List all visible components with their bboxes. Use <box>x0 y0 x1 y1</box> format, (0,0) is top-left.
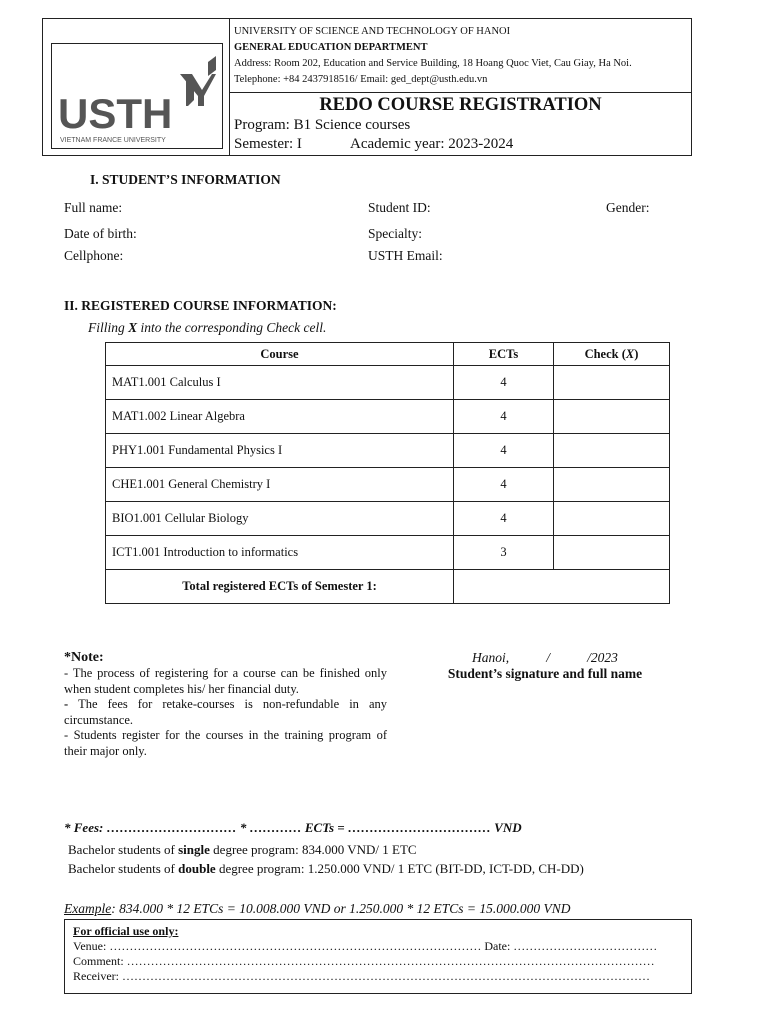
university-name: UNIVERSITY OF SCIENCE AND TECHNOLOGY OF HANOI <box>234 26 511 37</box>
table-header-row <box>106 343 670 366</box>
fill-instruction: Filling X into the corresponding Check cell. <box>88 320 327 335</box>
usth-logo <box>52 44 222 148</box>
course-cell: MAT1.002 Linear Algebra <box>106 400 454 434</box>
table-row <box>106 434 670 468</box>
form-title: REDO COURSE REGISTRATION <box>319 95 602 115</box>
cellphone-label: Cellphone: <box>64 248 124 263</box>
logo-frame <box>51 43 223 149</box>
course-header: Course <box>106 343 454 366</box>
check-cell[interactable] <box>554 400 670 434</box>
full-name-label: Full name: <box>64 200 123 215</box>
fees-example: Example: 834.000 * 12 ETCs = 10.008.000 VND or 1.250.000 * 12 ETCs = 15.000.000 VND <box>64 901 571 916</box>
receiver-line[interactable]: Receiver: …………………………………………………………………………………………………………………… <box>73 969 650 983</box>
logo-y-icon <box>180 56 216 106</box>
contact: Telephone: +84 2437918516/ Email: ged_dept@usth.edu.vn <box>234 74 488 85</box>
note-line-1: - The process of registering for a course can be finished only when student completes his/ her financial duty. <box>64 666 387 696</box>
check-cell[interactable] <box>554 366 670 400</box>
table-row <box>106 536 670 570</box>
ects-cell: 4 <box>454 502 554 536</box>
specialty-label: Specialty: <box>368 226 422 241</box>
table-row <box>106 468 670 502</box>
course-table <box>105 342 670 604</box>
section-course-info-title: II. REGISTERED COURSE INFORMATION: <box>64 298 337 313</box>
student-id-label: Student ID: <box>368 200 431 215</box>
course-cell: PHY1.001 Fundamental Physics I <box>106 434 454 468</box>
fees-single: Bachelor students of single degree program: 834.000 VND/ 1 ETC <box>68 842 417 857</box>
comment-line[interactable]: Comment: …………………………………………………………………………………………………………………… <box>73 954 655 968</box>
check-cell[interactable] <box>554 468 670 502</box>
note-line-2: - The fees for retake-courses is non-refundable in any circumstance. <box>64 697 387 727</box>
total-label: Total registered ECTs of Semester 1: <box>106 570 454 604</box>
ects-cell: 3 <box>454 536 554 570</box>
header-box <box>42 18 692 156</box>
course-cell: BIO1.001 Cellular Biology <box>106 502 454 536</box>
academic-year: Academic year: 2023-2024 <box>350 136 514 152</box>
check-cell[interactable] <box>554 536 670 570</box>
signature-date: Hanoi, / /2023 <box>472 650 618 665</box>
department-name: GENERAL EDUCATION DEPARTMENT <box>234 42 428 53</box>
logo-text: USTH <box>58 90 173 137</box>
dob-label: Date of birth: <box>64 226 137 241</box>
venue-line[interactable]: Venue: ………………………………………………………………………………… Date: ……………………………… <box>73 939 658 953</box>
email-label: USTH Email: <box>368 248 443 263</box>
table-row <box>106 366 670 400</box>
table-row <box>106 502 670 536</box>
course-cell: CHE1.001 General Chemistry I <box>106 468 454 502</box>
logo-cell <box>43 19 230 155</box>
ects-cell: 4 <box>454 468 554 502</box>
fees-double: Bachelor students of double degree program: 1.250.000 VND/ 1 ETC (BIT-DD, ICT-DD, CH-DD) <box>68 861 584 876</box>
signature-label: Student’s signature and full name <box>447 666 643 681</box>
note-body <box>64 666 387 759</box>
section-student-info-title: I. STUDENT’S INFORMATION <box>90 172 281 187</box>
fees-formula: * Fees: ………………………… * ………… ECTs = …………………………… VND <box>64 820 522 835</box>
note-line-3: - Students register for the courses in the training program of their major only. <box>64 728 387 758</box>
check-cell[interactable] <box>554 434 670 468</box>
gender-label: Gender: <box>606 200 650 215</box>
ects-cell: 4 <box>454 434 554 468</box>
semester: Semester: I <box>234 136 302 152</box>
course-cell: MAT1.001 Calculus I <box>106 366 454 400</box>
note-title: *Note: <box>64 650 104 665</box>
total-row <box>106 570 670 604</box>
title-cell <box>230 93 691 155</box>
ects-cell: 4 <box>454 400 554 434</box>
institution-info <box>230 19 691 93</box>
total-value-cell[interactable] <box>454 570 670 604</box>
check-header: Check (X) <box>554 343 670 366</box>
official-use-box <box>64 919 692 994</box>
ects-header: ECTs <box>454 343 554 366</box>
address: Address: Room 202, Education and Service Building, 18 Hoang Quoc Viet, Cau Giay, Ha Noi. <box>234 58 632 69</box>
logo-subtitle: VIETNAM FRANCE UNIVERSITY <box>60 137 166 144</box>
ects-cell: 4 <box>454 366 554 400</box>
check-cell[interactable] <box>554 502 670 536</box>
course-cell: ICT1.001 Introduction to informatics <box>106 536 454 570</box>
program: Program: B1 Science courses <box>234 117 411 133</box>
official-title: For official use only: <box>73 924 179 938</box>
table-row <box>106 400 670 434</box>
